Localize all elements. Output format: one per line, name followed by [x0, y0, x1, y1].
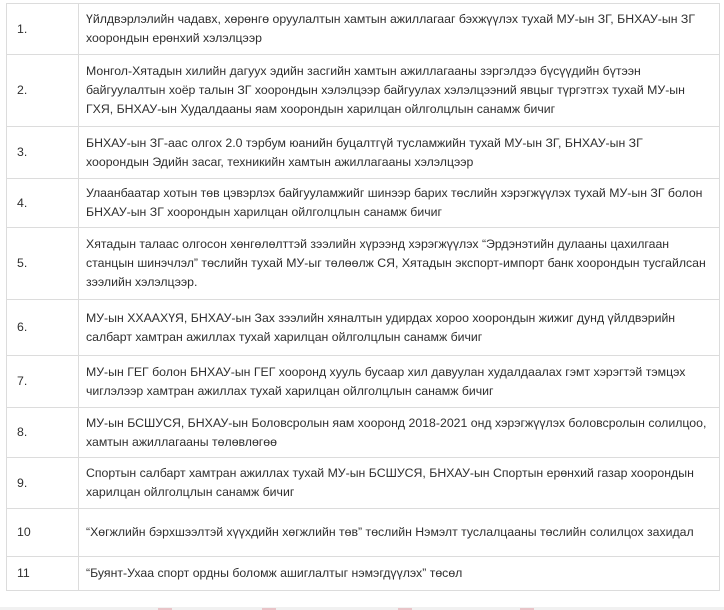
row-text: “Буянт-Ухаа спорт ордны боломж ашиглалтыг нэмэгдүүлэх” төсөл [79, 557, 720, 591]
row-number: 1. [7, 4, 79, 55]
row-number: 5. [7, 228, 79, 300]
table-row [7, 509, 720, 557]
table-row [7, 179, 720, 228]
row-text: Монгол-Хятадын хилийн дагуух эдийн засгийн хамтын ажиллагааны зэргэлдээ бүсүүдийн бүтээн байгуулалтын хоёр талын ЗГ хоорондын хэлэлцээр байгуулах хэлэлцээний явцыг түргэтгэх тухай МУ-ын ГХЯ, БНХАУ-ын Худалдааны яам хоорондын харилцан ойлголцлын санамж бичиг [79, 55, 720, 127]
row-text: Спортын салбарт хамтран ажиллах тухай МУ-ын БСШУСЯ, БНХАУ-ын Спортын ерөнхий газар хоорондын харилцан ойлголцлын санамж бичиг [79, 458, 720, 509]
row-number: 2. [7, 55, 79, 127]
table-row [7, 557, 720, 591]
row-number: 9. [7, 458, 79, 509]
row-number: 7. [7, 356, 79, 408]
row-number: 6. [7, 300, 79, 356]
row-text: Улаанбаатар хотын төв цэвэрлэх байгууламжийг шинээр барих төслийн хэрэгжүүлэх тухай МУ-ын ЗГ болон БНХАУ-ын ЗГ хоорондын харилцан ойлголцлын санамж бичиг [79, 179, 720, 228]
row-text: МУ-ын ГЕГ болон БНХАУ-ын ГЕГ хооронд хууль бусаар хил давуулан худалдаалах гэмт хэрэгтэй тэмцэх чиглэлээр хамтран ажиллах тухай харилцан ойлголцлын санамж бичиг [79, 356, 720, 408]
row-number: 11 [7, 557, 79, 591]
row-text: БНХАУ-ын ЗГ-аас олгох 2.0 тэрбум юанийн буцалтгүй тусламжийн тухай МУ-ын ЗГ, БНХАУ-ын ЗГ хоорондын Эдийн засаг, техникийн хамтын ажиллагааны хэлэлцээр [79, 127, 720, 179]
table-row [7, 55, 720, 127]
table-row [7, 356, 720, 408]
row-text: “Хөгжлийн бэрхшээлтэй хүүхдийн хөгжлийн төв” төслийн Нэмэлт туслалцааны төслийн солилцох захидал [79, 509, 720, 557]
table-row [7, 408, 720, 458]
row-text: МУ-ын БСШУСЯ, БНХАУ-ын Боловсролын яам хооронд 2018-2021 онд хэрэгжүүлэх боловсролын солилцоо, хамтын ажиллагааны төлөвлөгөө [79, 408, 720, 458]
row-text: МУ-ын ХХААХҮЯ, БНХАУ-ын Зах зээлийн хяналтын удирдах хороо хоорондын жижиг дунд үйлдвэрийн салбарт хамтран ажиллах тухай харилцан ойлголцлын санамж бичиг [79, 300, 720, 356]
row-number: 8. [7, 408, 79, 458]
table-row [7, 127, 720, 179]
table-row [7, 300, 720, 356]
table-row [7, 228, 720, 300]
table-row [7, 458, 720, 509]
row-number: 10 [7, 509, 79, 557]
row-text: Үйлдвэрлэлийн чадавх, хөрөнгө оруулалтын хамтын ажиллагааг бэхжүүлэх тухай МУ-ын ЗГ, БНХАУ-ын ЗГ хоорондын ерөнхий хэлэлцээр [79, 4, 720, 55]
row-text: Хятадын талаас олгосон хөнгөлөлттэй зээлийн хүрээнд хэрэгжүүлэх “Эрдэнэтийн дулааны цахилгаан станцын шинэчлэл” төслийн тухай МУ-ыг төлөөлж СЯ, Хятадын экспорт-импорт банк хоорондын тусгайлсан зээлийн хэлэлцээр. [79, 228, 720, 300]
row-number: 4. [7, 179, 79, 228]
row-number: 3. [7, 127, 79, 179]
table-row [7, 4, 720, 55]
agreements-table [6, 3, 720, 591]
